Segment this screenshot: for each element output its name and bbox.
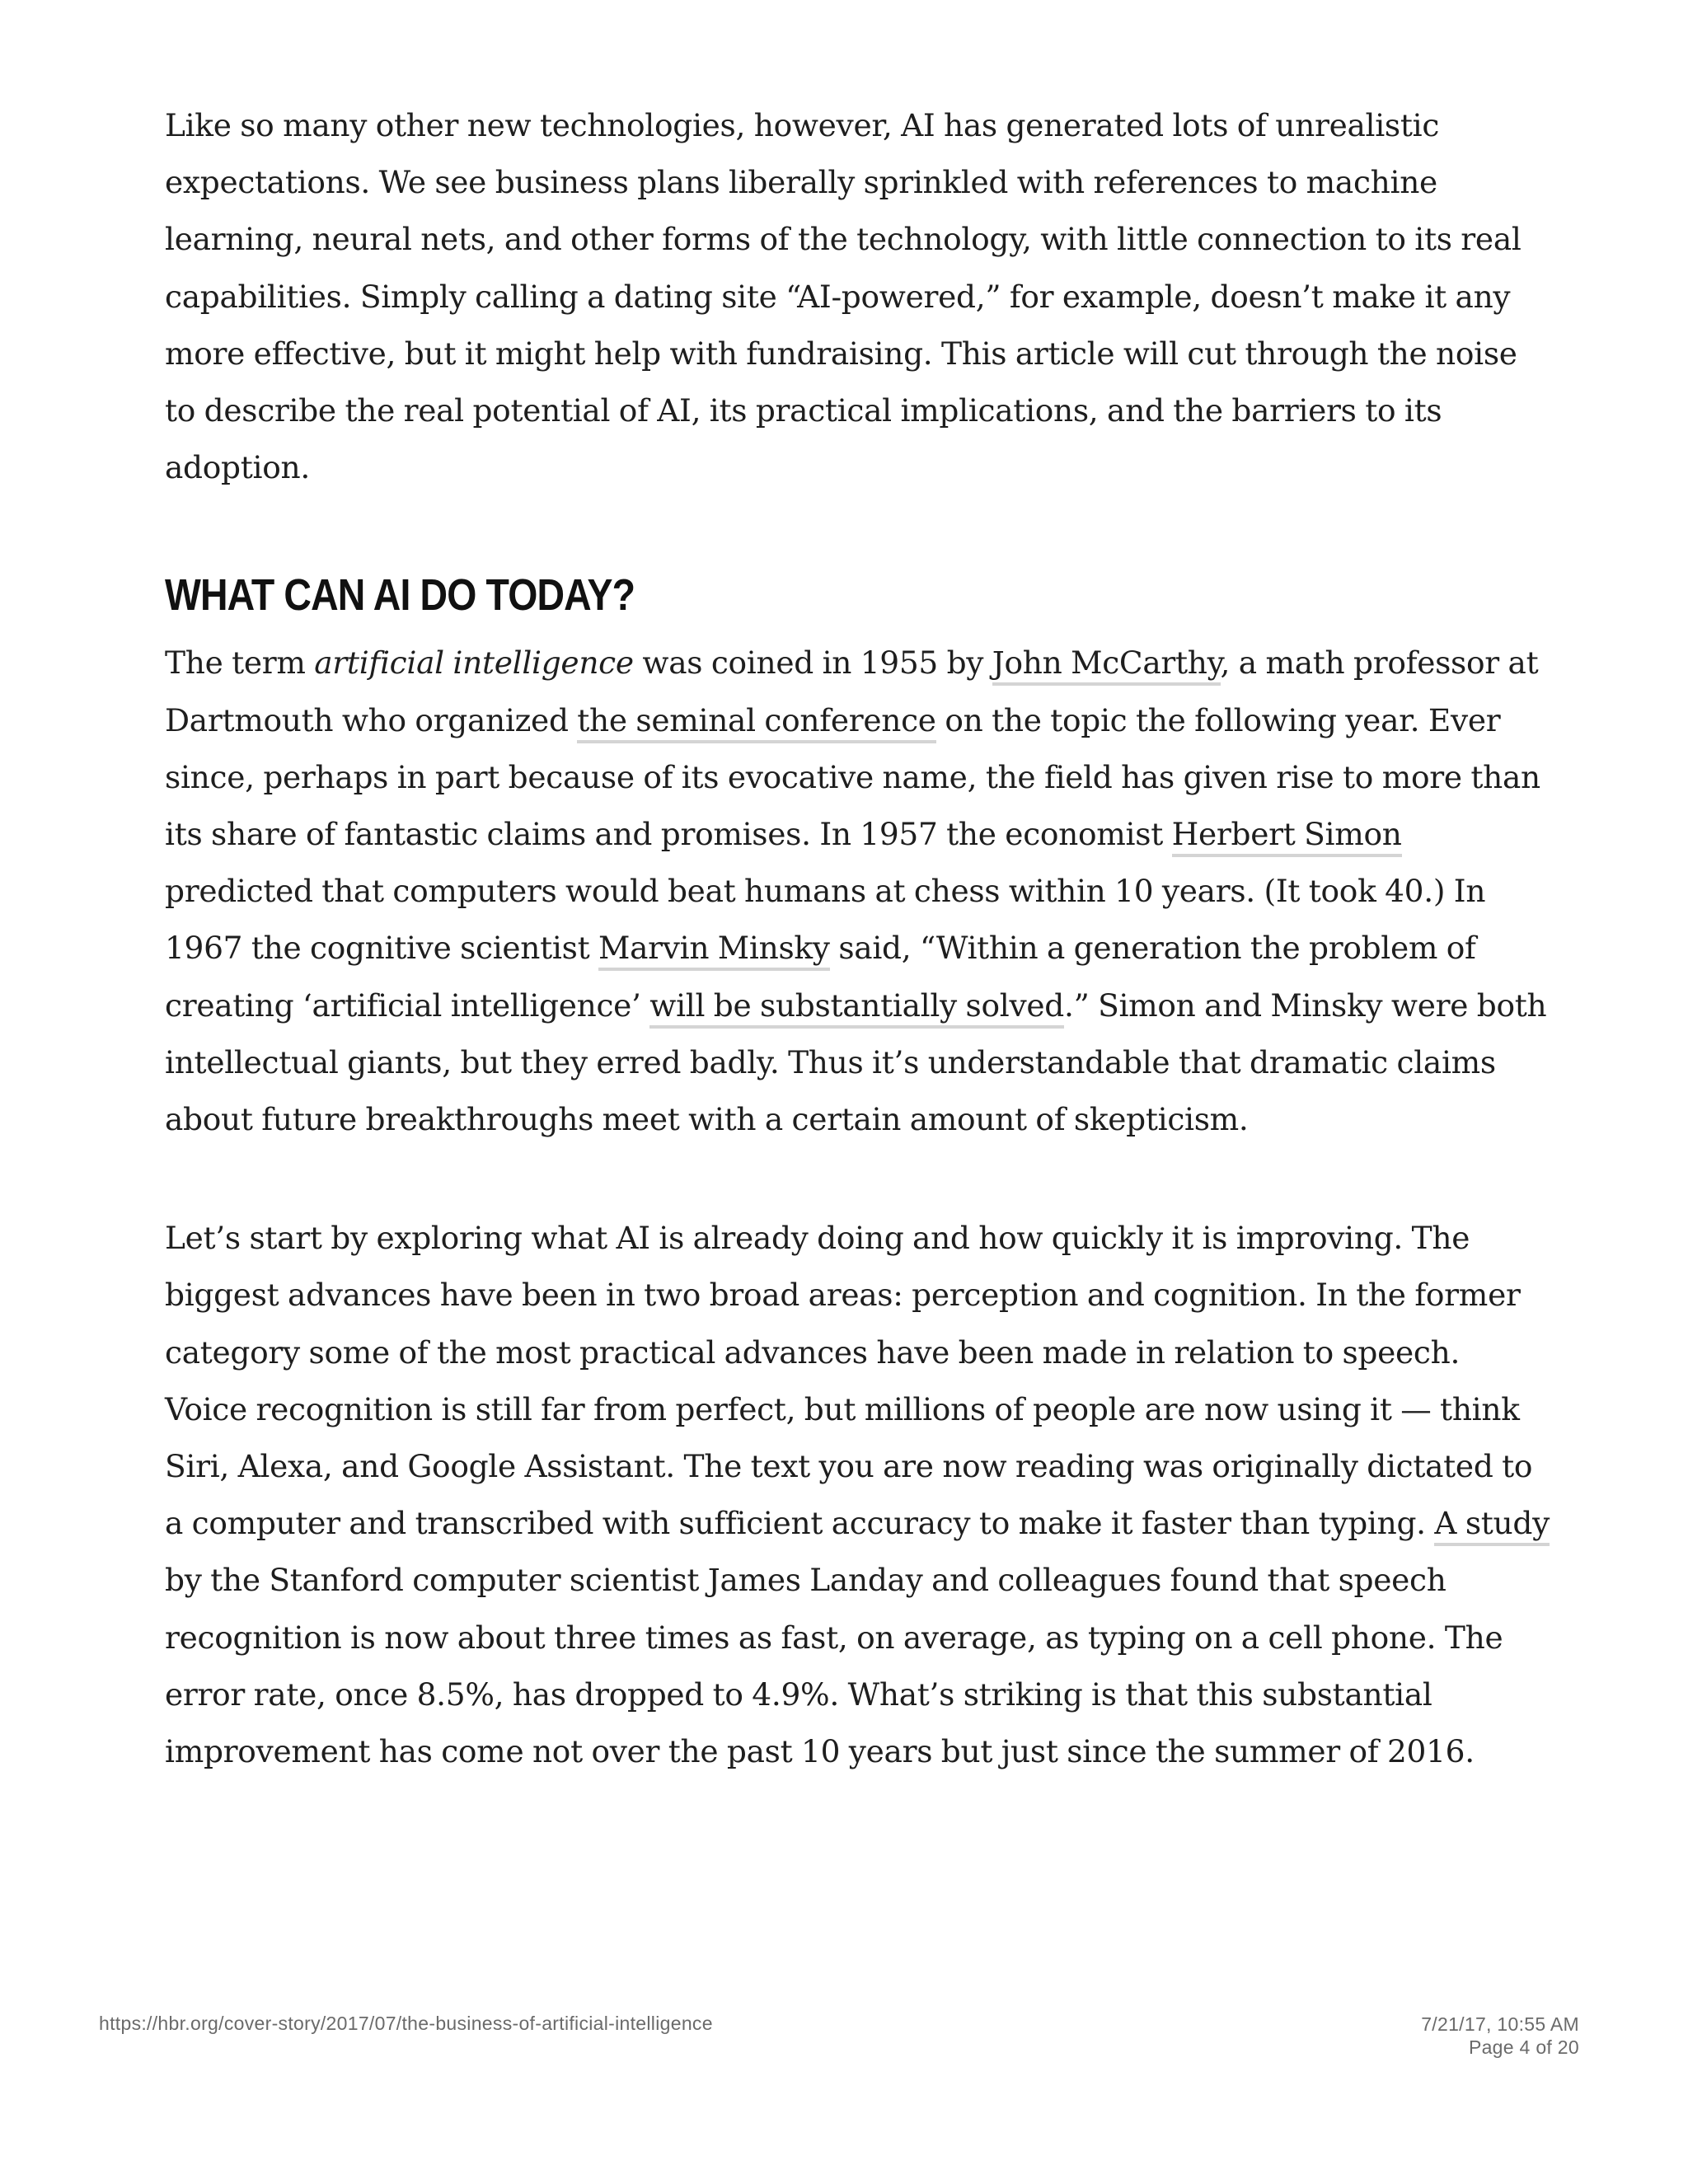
- footer-url: https://hbr.org/cover-story/2017/07/the-business-of-artificial-intelligence: [99, 2013, 713, 2034]
- footer-meta: [1421, 2013, 1579, 2059]
- text-run: by the Stanford computer scientist James Landay and colleagues found that speech recognition is now about three times as fast, on average, as typing on a cell phone. The error rate, once 8.5%, has dropped to 4.9%. What’s striking is that this substantial improvement has come not over the past 10 years but just since the summer of 2016.: [165, 1562, 1503, 1770]
- link-herbert-simon[interactable]: Herbert Simon: [1172, 816, 1402, 857]
- text-run: Let’s start by exploring what AI is already doing and how quickly it is improving. The biggest advances have been in two broad areas: perception and cognition. In the former category some of the most practical advances have been made in relation to speech. Voice recognition is still far from perfect, but millions of people are now using it — think Siri, Alexa, and Google Assistant. The text you are now reading was originally dictated to a computer and transcribed with sufficient accuracy to make it faster than typing.: [165, 1220, 1533, 1542]
- progress-paragraph: [165, 1210, 1550, 1780]
- page-indicator: Page 4 of 20: [1468, 2036, 1579, 2058]
- text-run: , a math professor at Dartmouth who organized: [165, 644, 1539, 738]
- link-a-study[interactable]: A study: [1434, 1505, 1550, 1546]
- text-run: said, “Within a generation the problem of creating ‘artificial intelligence’: [165, 930, 1476, 1024]
- text-run: .” Simon and Minsky were both intellectual giants, but they erred badly. Thus it’s understandable that dramatic claims about future breakthroughs meet with a certain amount of skepticism.: [165, 987, 1547, 1138]
- link-marvin-minsky[interactable]: Marvin Minsky: [598, 930, 830, 971]
- section-heading: WHAT CAN AI DO TODAY?: [165, 570, 635, 621]
- link-will-be-substantially-solved[interactable]: will be substantially solved: [649, 987, 1064, 1029]
- text-run: on the topic the following year. Ever since, perhaps in part because of its evocative name, the field has given rise to more than its share of fantastic claims and promises. In 1957 the economist: [165, 701, 1540, 853]
- history-paragraph: [165, 635, 1550, 1148]
- footer-timestamp: 7/21/17, 10:55 AM: [1421, 2013, 1579, 2035]
- intro-paragraph: Like so many other new technologies, however, AI has generated lots of unrealistic expectations. We see business plans liberally sprinkled with references to machine learning, neural nets, and other forms of the technology, with little connection to its real capabilities. Simply calling a dating site “AI-powered,” for example, doesn’t make it any more effective, but it might help with fundraising. This article will cut through the noise to describe the real potential of AI, its practical implications, and the barriers to its adoption.: [165, 107, 1522, 486]
- link-seminal-conference[interactable]: the seminal conference: [577, 702, 935, 743]
- text-run: The term: [165, 644, 315, 682]
- text-run: was coined in 1955 by: [633, 644, 992, 682]
- article-body: [165, 97, 1550, 1780]
- text-run: predicted that computers would beat humans at chess within 10 years. (It took 40.) In 1967 the cognitive scientist: [165, 873, 1486, 967]
- link-john-mccarthy[interactable]: John McCarthy: [992, 644, 1221, 686]
- italic-term: artificial intelligence: [314, 644, 634, 682]
